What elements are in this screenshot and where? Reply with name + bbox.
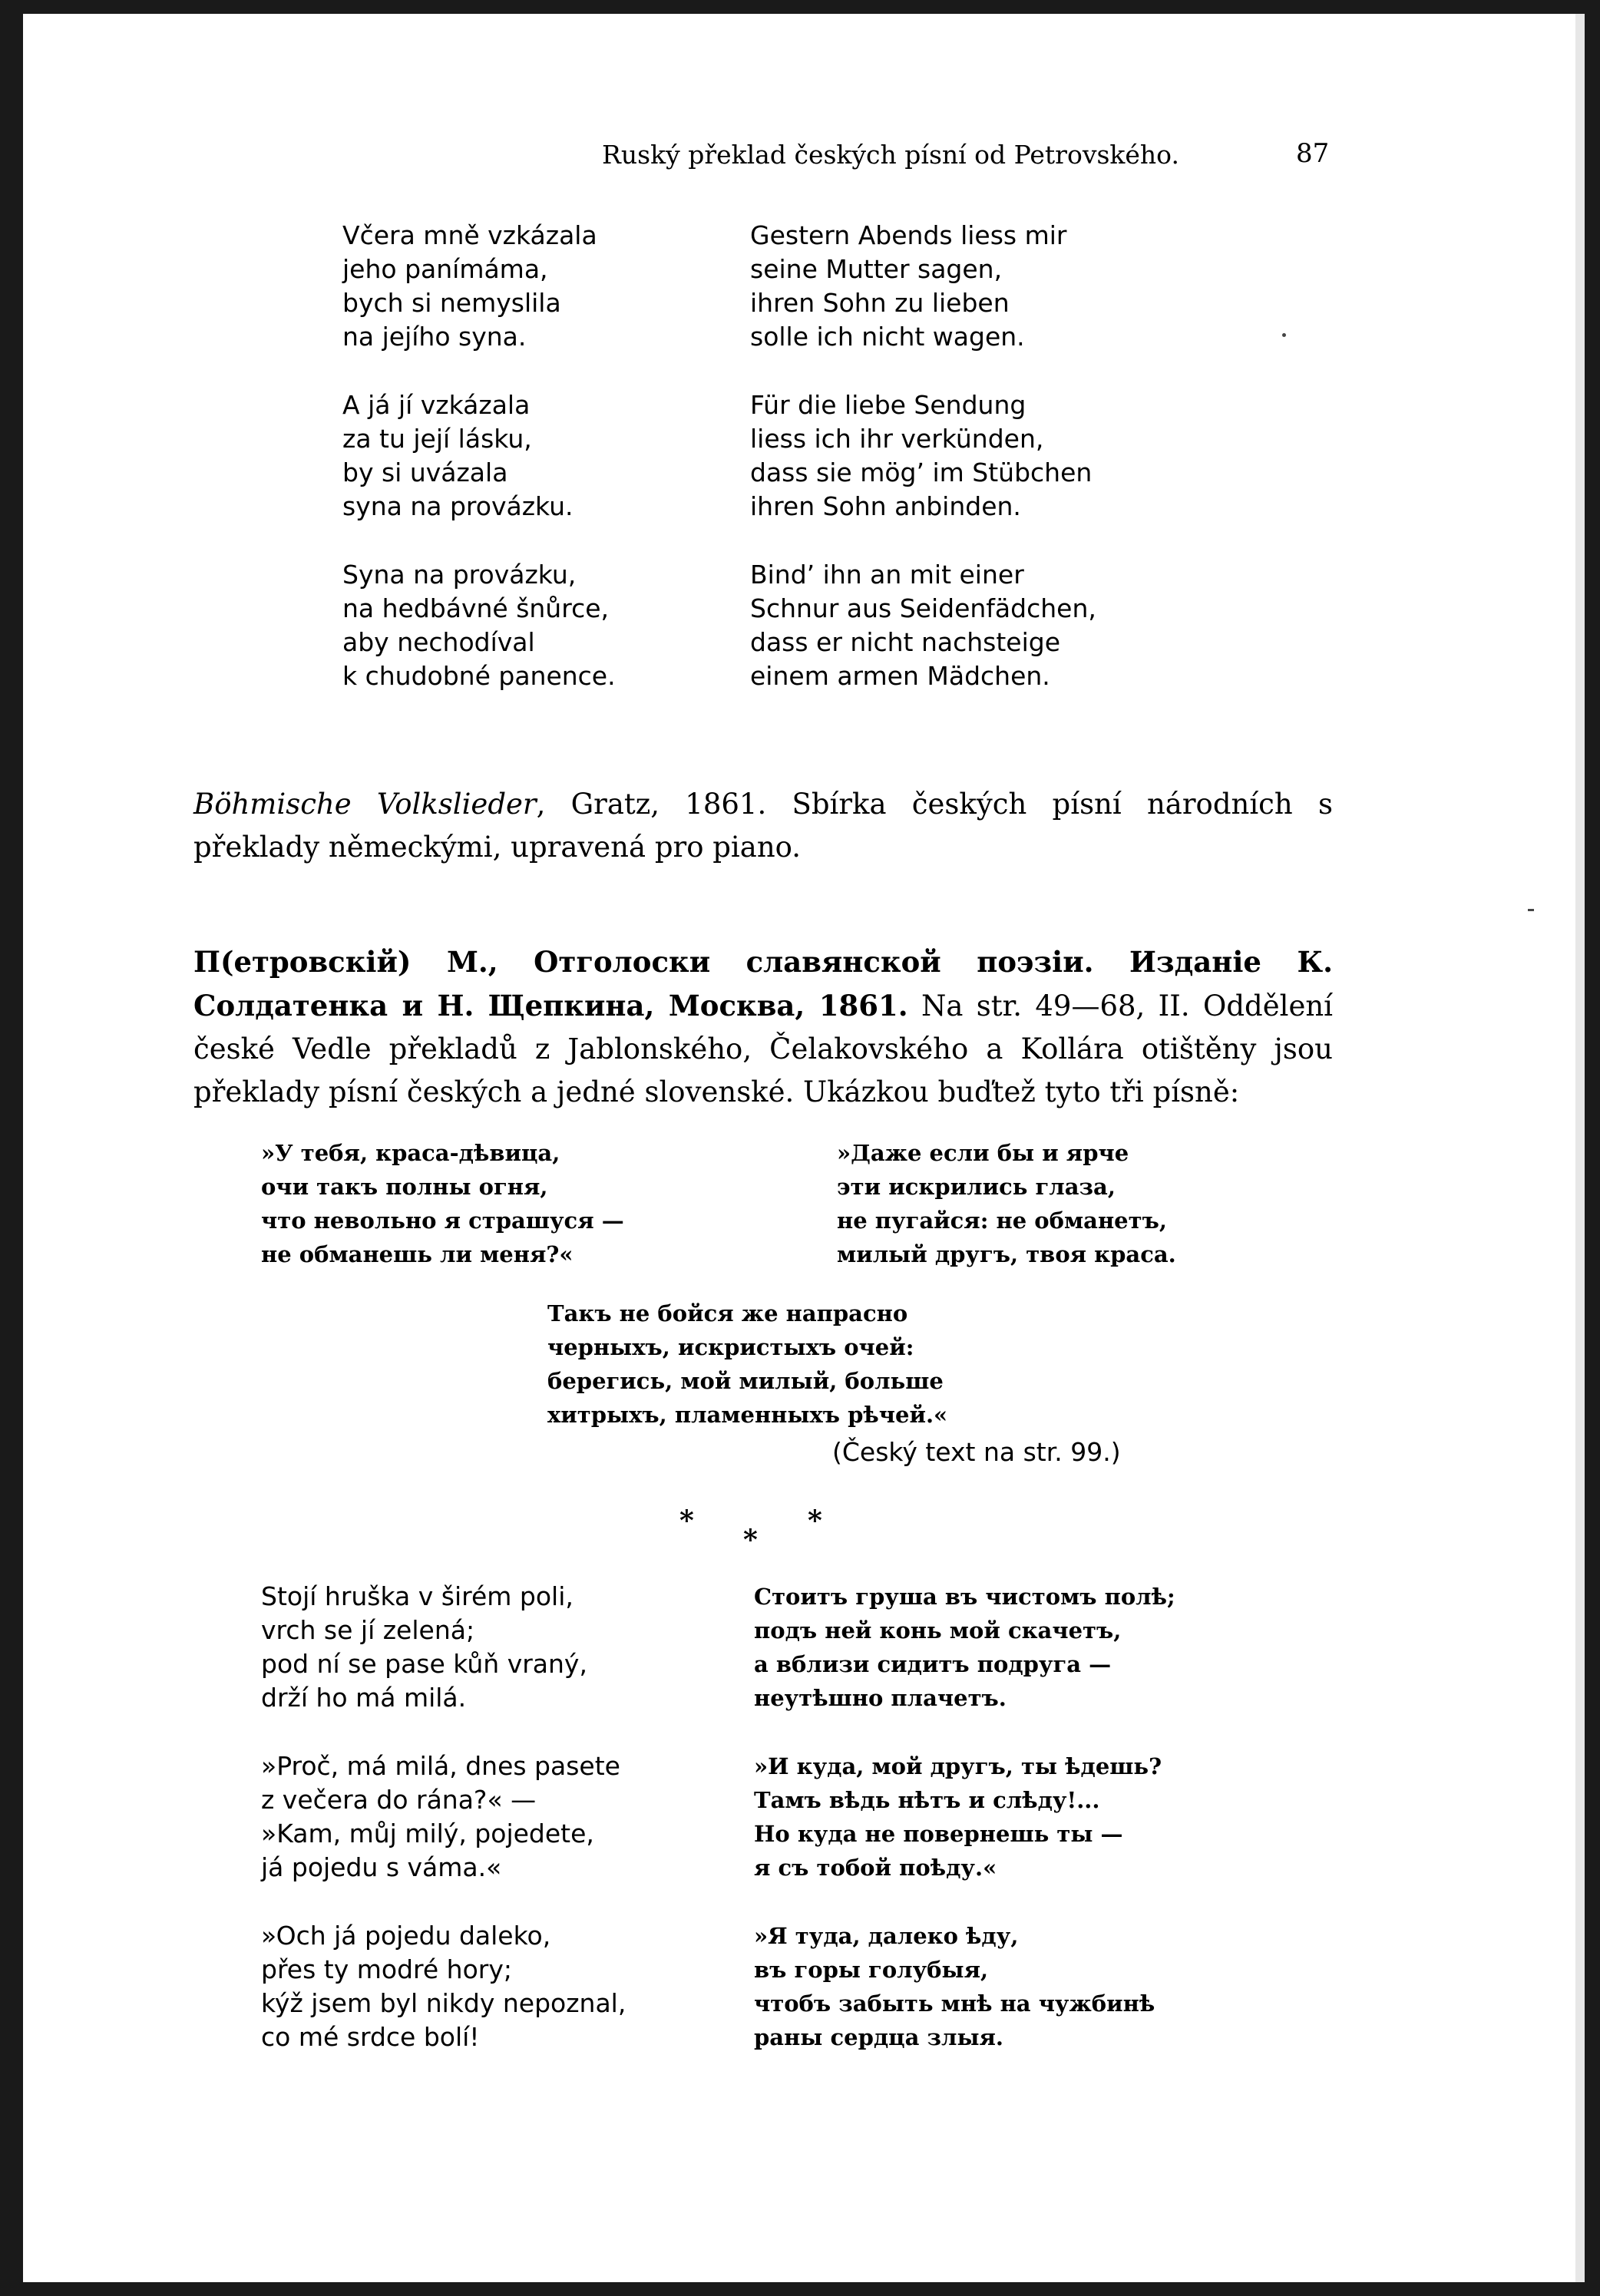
verse-line: dass er nicht nachsteige	[750, 627, 1061, 657]
verse-line: já pojedu s vámа.«	[261, 1852, 502, 1882]
verse-line: z večera do rána?« —	[261, 1785, 537, 1815]
verse-line: drží ho má milá.	[261, 1683, 467, 1713]
verse-line: »Kam, můj milý, pojedete,	[261, 1819, 594, 1848]
russian-song1-center	[547, 1297, 947, 1432]
scan-speck	[1528, 909, 1534, 911]
verse-line: kýž jsem byl nikdy nepoznal,	[261, 1988, 626, 2018]
verse-line: а вблизи сидитъ подруга —	[754, 1651, 1112, 1677]
verse-line: by si uvázala	[342, 458, 508, 487]
verse-line: bych si nemyslila	[342, 288, 561, 318]
separator-star: *	[743, 1524, 758, 1556]
verse-line: не обманешь ли меня?«	[261, 1241, 574, 1267]
verse-line: подъ ней конь мой скачетъ,	[754, 1617, 1122, 1644]
citation-bold: П(етровскій) М., Отголоски славянской поэзіи. Изданіе К. Солдатенка и Н. Щепкина, Москва, 1861.	[193, 945, 1333, 1022]
song1-czech-column	[342, 219, 616, 728]
separator-star: *	[808, 1505, 822, 1537]
verse-line: Такъ не бойся же напрасно	[547, 1300, 908, 1326]
verse-line: хитрыхъ, пламенныхъ рѣчей.«	[547, 1402, 948, 1428]
verse-line: Тамъ вѣдь нѣтъ и слѣду!...	[754, 1787, 1100, 1813]
russian-song1-right	[837, 1136, 1176, 1271]
verse-line: na hedbávné šnůrce,	[342, 593, 609, 623]
verse-line: въ горы голубыя,	[754, 1957, 989, 1983]
verse-line: syna na provázku.	[342, 491, 574, 521]
verse-line: »Och já pojedu daleko,	[261, 1921, 551, 1951]
page-edge	[1575, 14, 1585, 2282]
verse-line: раны сердца злыя.	[754, 2024, 1004, 2050]
verse-line: přes ty modré hory;	[261, 1954, 512, 1984]
verse-line: jeho panímáma,	[342, 254, 548, 284]
stanza	[261, 1580, 626, 1715]
stanza	[750, 388, 1096, 524]
verse-line: я съ тобой поѣду.«	[754, 1855, 997, 1881]
verse-line: Včera mně vzkázala	[342, 220, 597, 250]
verse-line: einem armen Mädchen.	[750, 661, 1050, 691]
verse-line: Но куда не повернешь ты —	[754, 1821, 1123, 1847]
verse-line: чтобъ забыть мнѣ на чужбинѣ	[754, 1990, 1155, 2017]
verse-line: эти искрились глаза,	[837, 1174, 1116, 1200]
verse-line: ihren Sohn zu lieben	[750, 288, 1010, 318]
verse-line: na jejího syna.	[342, 322, 527, 352]
verse-line: »Даже если бы и ярче	[837, 1140, 1129, 1166]
running-title: Ruský překlad českých písní od Petrovského.	[602, 140, 1179, 170]
verse-line: A já jí vzkázala	[342, 390, 531, 420]
czech-text-reference: (Český text na str. 99.)	[832, 1437, 1121, 1467]
verse-line: solle ich nicht wagen.	[750, 322, 1025, 352]
verse-line: Syna na provázku,	[342, 560, 577, 590]
stanza	[754, 1919, 1175, 2054]
stanza	[342, 558, 616, 693]
verse-line: k chudobné panence.	[342, 661, 616, 691]
verse-line: »У тебя, краса-дѣвица,	[261, 1140, 560, 1166]
stanza	[261, 1919, 626, 2054]
stanza	[754, 1580, 1175, 1715]
verse-line: ihren Sohn anbinden.	[750, 491, 1021, 521]
verse-line: co mé srdce bolí!	[261, 2022, 480, 2052]
verse-line: что невольно я страшуся —	[261, 1207, 624, 1234]
verse-line: берегись, мой милый, больше	[547, 1368, 944, 1394]
verse-line: aby nechodíval	[342, 627, 535, 657]
verse-line: милый другъ, твоя краса.	[837, 1241, 1176, 1267]
song2-czech-column	[261, 1580, 626, 2089]
verse-line: неутѣшно плачетъ.	[754, 1685, 1007, 1711]
verse-line: Gestern Abends liess mir	[750, 220, 1067, 250]
page-number: 87	[1296, 138, 1330, 169]
stanza	[750, 558, 1096, 693]
verse-line: za tu její lásku,	[342, 424, 532, 454]
stanza	[750, 219, 1096, 354]
verse-line: seine Mutter sagen,	[750, 254, 1003, 284]
verse-line: »Proč, má milá, dnes pasete	[261, 1751, 620, 1781]
stanza	[342, 219, 616, 354]
verse-line: liess ich ihr verkünden,	[750, 424, 1044, 454]
citation-text: Na str. 49—68, II. Oddělení české Vedle překladů z Jablonského, Čelakovského a Kollára otištěny jsou překlady písní českých a jedné slovenské. Ukázkou buďtež tyto tři písně:	[193, 989, 1334, 1108]
stanza	[754, 1749, 1175, 1885]
verse-line: pod ní se pase kůň vraný,	[261, 1649, 587, 1679]
separator-star: *	[679, 1505, 694, 1537]
verse-line: Bind’ ihn an mit einer	[750, 560, 1024, 590]
verse-line: очи такъ полны огня,	[261, 1174, 548, 1200]
scan-speck	[1282, 333, 1286, 337]
verse-line: Für die liebe Sendung	[750, 390, 1026, 420]
verse-line: »Я туда, далеко ѣду,	[754, 1923, 1019, 1949]
verse-line: Schnur aus Seidenfädchen,	[750, 593, 1096, 623]
verse-line: не пугайся: не обманетъ,	[837, 1207, 1167, 1234]
verse-line: Стоитъ груша въ чистомъ полѣ;	[754, 1584, 1175, 1610]
stanza	[342, 388, 616, 524]
verse-line: dass sie mög’ im Stübchen	[750, 458, 1093, 487]
russian-song1-left	[261, 1136, 624, 1271]
verse-line: черныхъ, искристыхъ очей:	[547, 1334, 914, 1360]
stanza	[261, 1749, 626, 1885]
song1-german-column	[750, 219, 1096, 728]
citation-bohmische	[193, 783, 1333, 869]
verse-line: »И куда, мой другъ, ты ѣдешь?	[754, 1753, 1162, 1779]
citation-petrovsky	[193, 940, 1333, 1114]
citation-text: , Gratz, 1861. Sbírka českých písní národních s překlady německými, upravená pro piano.	[193, 788, 1333, 864]
verse-line: vrch se jí zelená;	[261, 1615, 475, 1645]
verse-line: Stojí hruška v širém poli,	[261, 1581, 574, 1611]
citation-title: Böhmische Volkslieder	[193, 788, 537, 821]
song2-russian-column	[754, 1580, 1175, 2054]
